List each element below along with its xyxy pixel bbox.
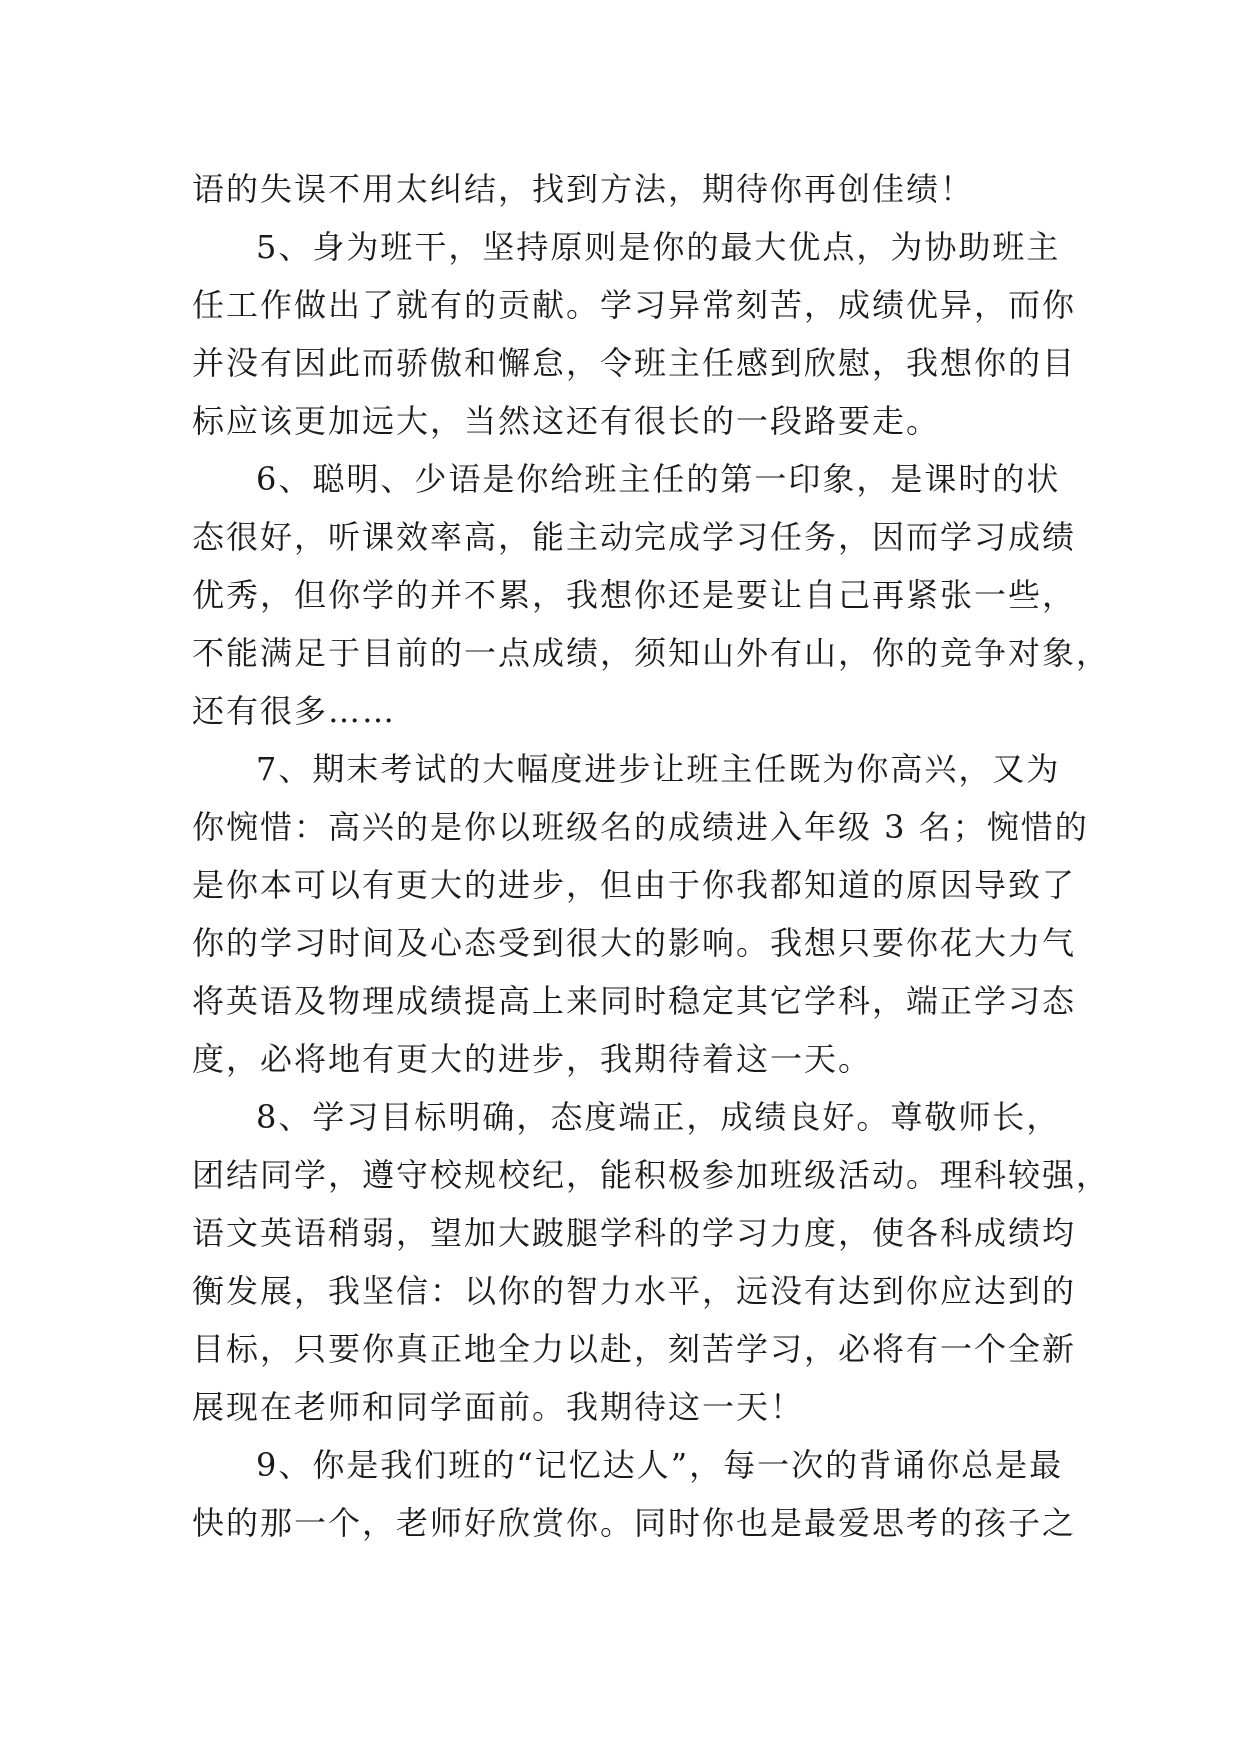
paragraph-9 — [192, 1436, 1077, 1552]
paragraph-line: 语文英语稍弱，望加大跛腿学科的学习力度，使各科成绩均 — [192, 1214, 1077, 1252]
paragraph-line: 你惋惜：高兴的是你以班级名的成绩进入年级 3 名；惋惜的 — [192, 808, 1089, 846]
paragraph-5 — [192, 218, 1077, 450]
paragraph-8 — [192, 1088, 1111, 1436]
paragraph-line: 5、身为班干，坚持原则是你的最大优点，为协助班主 — [256, 228, 1061, 266]
paragraph-line: 不能满足于目前的一点成绩，须知山外有山，你的竞争对象， — [192, 634, 1111, 672]
paragraph-line: 展现在老师和同学面前。我期待这一天！ — [192, 1388, 805, 1426]
paragraph-line: 9、你是我们班的“记忆达人”，每一次的背诵你总是最 — [256, 1446, 1064, 1484]
paragraph-line: 将英语及物理成绩提高上来同时稳定其它学科，端正学习态 — [192, 982, 1077, 1020]
paragraph-line: 优秀，但你学的并不累，我想你还是要让自己再紧张一些， — [192, 576, 1077, 614]
paragraph-4-continuation — [192, 160, 1052, 218]
paragraph-line: 态很好，听课效率高，能主动完成学习任务，因而学习成绩 — [192, 518, 1077, 556]
paragraph-line: 还有很多…… — [192, 692, 397, 730]
paragraph-line: 度，必将地有更大的进步，我期待着这一天。 — [192, 1040, 873, 1078]
paragraph-line: 团结同学，遵守校规校纪，能积极参加班级活动。理科较强， — [192, 1156, 1111, 1194]
paragraph-line: 目标，只要你真正地全力以赴，刻苦学习，必将有一个全新 — [192, 1330, 1077, 1368]
paragraph-6 — [192, 450, 1111, 740]
paragraph-line: 7、期末考试的大幅度进步让班主任既为你高兴，又为 — [256, 750, 1061, 788]
document-body — [192, 160, 1111, 1552]
paragraph-line: 快的那一个，老师好欣赏你。同时你也是最爱思考的孩子之 — [192, 1504, 1077, 1542]
paragraph-line: 并没有因此而骄傲和懈怠，令班主任感到欣慰，我想你的目 — [192, 344, 1077, 382]
paragraph-line: 标应该更加远大，当然这还有很长的一段路要走。 — [192, 402, 941, 440]
paragraph-line: 语的失误不用太纠结，找到方法，期待你再创佳绩！ — [192, 170, 975, 208]
paragraph-line: 是你本可以有更大的进步，但由于你我都知道的原因导致了 — [192, 866, 1077, 904]
paragraph-line: 8、学习目标明确，态度端正，成绩良好。尊敬师长， — [256, 1098, 1061, 1136]
paragraph-7 — [192, 740, 1089, 1088]
paragraph-line: 衡发展，我坚信：以你的智力水平，远没有达到你应达到的 — [192, 1272, 1077, 1310]
paragraph-line: 你的学习时间及心态受到很大的影响。我想只要你花大力气 — [192, 924, 1077, 962]
paragraph-line: 任工作做出了就有的贡献。学习异常刻苦，成绩优异，而你 — [192, 286, 1077, 324]
paragraph-line: 6、聪明、少语是你给班主任的第一印象，是课时的状 — [256, 460, 1061, 498]
